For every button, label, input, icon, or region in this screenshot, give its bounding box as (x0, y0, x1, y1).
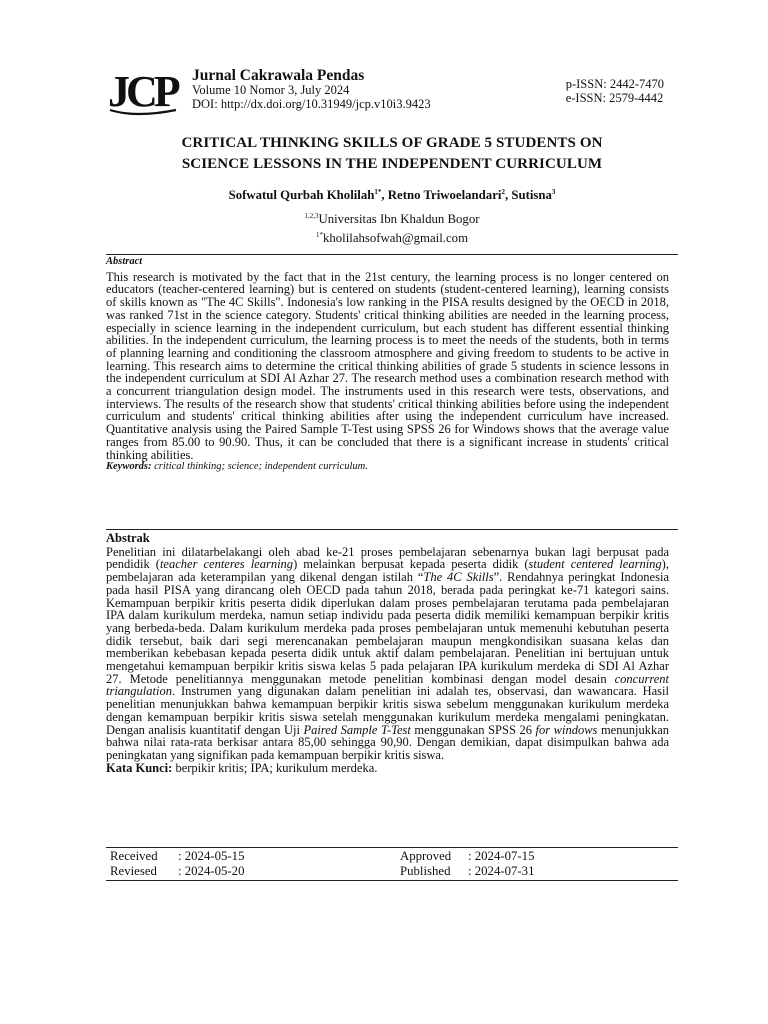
journal-header (106, 66, 678, 122)
title-line-1: CRITICAL THINKING SKILLS OF GRADE 5 STUDENTS ON (181, 135, 603, 151)
divider (106, 880, 678, 881)
p-issn: p-ISSN: 2442-7470 (565, 77, 664, 91)
keywords-text: critical thinking; science; independent curriculum. (154, 461, 368, 473)
author-1: Sofwatul Qurbah Kholilah (228, 188, 375, 202)
kata-kunci-text: berpikir kritis; IPA; kurikulum merdeka. (172, 760, 378, 775)
author-email[interactable]: kholilahsofwah@gmail.com (322, 231, 469, 245)
published-label: Published (400, 864, 451, 878)
journal-doi[interactable]: DOI: http://dx.doi.org/10.31949/jcp.v10i3.9423 (192, 97, 431, 111)
divider (106, 529, 678, 530)
kata-kunci (106, 762, 669, 775)
affiliation-name: Universitas Ibn Khaldun Bogor (318, 212, 480, 226)
issn-block (566, 77, 664, 105)
abstract-body: This research is motivated by the fact that in the 21st century, the learning process is no longer centered on educators (teacher-centered learning) but is centered on students (student-centered learning), learning consists of skills known as "The 4C Skills". Indonesia's low ranking in the PISA results designed by the OECD in 2018, was ranked 71st in the science category. Students' critical thinking abilities are needed in the learning process, especially in science learning in the independent curriculum, but each student has different essential thinking abilities. In the independent curriculum, the learning process is to meet the needs of the students, both in terms of planning learning and conditioning the classroom atmosphere and giving freedom to students to be active in learning. This research aims to determine the critical thinking abilities of grade 5 students in science lessons in the independent curriculum at SDI Al Azhar 27. The research method uses a combination research method with a concurrent triangulation design model. The instruments used in this research were tests, observations, and interviews. The results of the research show that students' critical thinking abilities before using the independent curriculum and students' critical thinking abilities after using the independent curriculum have increased. Quantitative analysis using the Paired Sample T-Test using SPSS 26 for Windows shows that the average value ranges from 85.00 to 90.90. Thus, it can be concluded that there is a significant increase in students' critical thinking abilities. (106, 269, 669, 462)
approved-value: : 2024-07-15 (468, 849, 535, 863)
revised-label: Reviesed (110, 864, 157, 878)
divider (106, 847, 678, 848)
abstract-indonesian (106, 532, 669, 774)
author-2: Retno Triwoelandari (387, 188, 502, 202)
journal-volume: Volume 10 Nomor 3, July 2024 (192, 83, 350, 97)
keywords (106, 461, 669, 474)
received-value: : 2024-05-15 (178, 849, 245, 863)
abstrak-body: Penelitian ini dilatarbelakangi oleh abad ke-21 proses pembelajaran sebenarnya bukan lagi berpusat pada pendidik (teacher centeres learning) melainkan berpusat kepada peserta didik (student centered learning), pembelajaran ada keterampilan yang dikenal dengan istilah “The 4C Skills”. Rendahnya peringkat Indonesia pada hasil PISA yang dirancang oleh OECD pada tahun 2018, berada pada peringkat ke-71 kategori sains. Kemampuan berpikir kritis peserta didik diperlukan dalam proses pembelajaran terutama pada pembelajaran IPA dalam kurikulum merdeka, namun setiap individu pada peserta didik memiliki kemampuan berpikir kritis yang berbeda-beda. Dalam kurikulum merdeka pada proses pembelajaran untuk memenuhi kebutuhan peserta didik tersebut, baik dari segi merencanakan pembelajaran maupun mengkondisikan suasana kelas dan memberikan kebebasan kepada peserta didik untuk aktif dalam pembelajaran. Penelitian ini bertujuan untuk mengetahui kemampuan berpikir kritis siswa kelas 5 pada pelajaran IPA kurikulum merdeka di SDI Al Azhar 27. Metode penelitiannya menggunakan metode penelitian kombinasi dengan model desain concurrent triangulation. Instrumen yang digunakan dalam penelitian ini adalah tes, observasi, dan wawancara. Hasil penelitian menunjukkan bahwa kemampuan berpikir kritis siswa sebelum menggunakan kurikulum merdeka dengan kemampuan berpikir kritis siswa setelah menggunakan kurikulum merdeka mengalami peningkatan. Dengan analisis kuantitatif dengan Uji Paired Sample T-Test menggunakan SPSS 26 for windows menunjukkan bahwa nilai rata-rata berkisar antara 85,00 sehingga 90,90. Dengan demikian, dapat disimpulkan bahwa ada peningkatan yang signifikan pada kemampuan berpikir kritis siswa. (106, 544, 669, 762)
approved-label: Approved (400, 849, 452, 863)
revised-value: : 2024-05-20 (178, 864, 245, 878)
kata-kunci-label: Kata Kunci: (106, 760, 173, 775)
svg-text:JCP: JCP (108, 67, 177, 116)
published-value: : 2024-07-31 (468, 864, 535, 878)
author-list: Sofwatul Qurbah Kholilah$^{1*}$, Retno Triwoelandari$^2$, Sutisna$^3$ (228, 188, 556, 202)
keywords-label: Keywords: (106, 461, 152, 473)
divider (106, 254, 678, 255)
title-line-2: SCIENCE LESSONS IN THE INDEPENDENT CURRICULUM (181, 156, 603, 172)
author-3: Sutisna (511, 188, 552, 202)
journal-name: Jurnal Cakrawala Pendas (192, 67, 365, 84)
affiliation: $^{1,2,3}$Universitas Ibn Khaldun Bogor $^{1*}$kholilahsofwah@gmail.com (304, 212, 480, 245)
paper-title (106, 133, 678, 175)
abstrak-heading: Abstrak (106, 531, 150, 545)
journal-logo (106, 66, 190, 116)
e-issn: e-ISSN: 2579-4442 (565, 91, 664, 105)
abstract-heading: Abstract (106, 256, 143, 267)
abstract-english (106, 256, 669, 474)
received-label: Received (110, 849, 158, 863)
article-dates (106, 849, 678, 879)
